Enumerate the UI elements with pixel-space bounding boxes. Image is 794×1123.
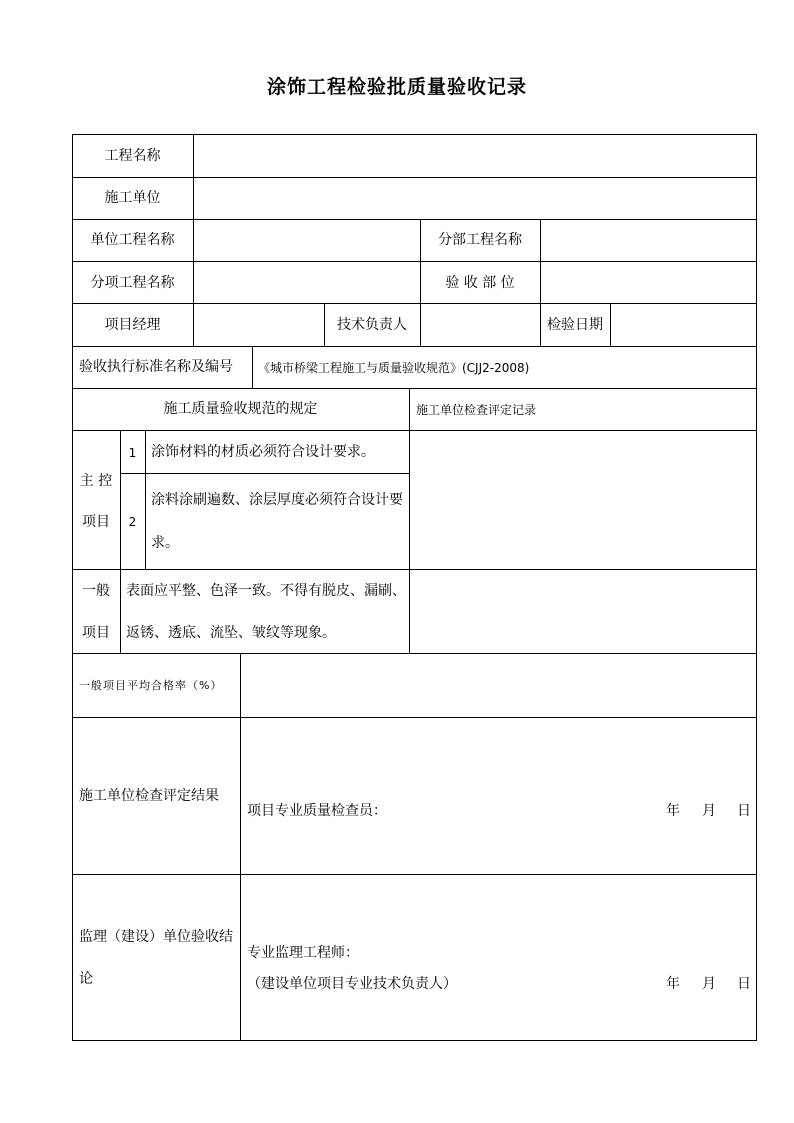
main-control-label-2: 项目	[82, 514, 110, 530]
general-item-text-cont: 返锈、透底、流坠、皱纹等现象。	[126, 625, 336, 641]
label-project-manager: 项目经理	[104, 317, 161, 333]
date-day: 日	[737, 803, 751, 819]
supervisor-label: 专业监理工程师：	[247, 945, 359, 961]
general-item-label: 一般	[82, 583, 110, 599]
standard-value: 《城市桥梁工程施工与质量验收规范》(CJJ2-2008)	[258, 361, 530, 375]
label-construction-unit: 施工单位	[104, 190, 161, 206]
label-project-name: 工程名称	[104, 148, 161, 164]
label-standard: 验收执行标准名称及编号	[79, 359, 233, 375]
date-year-2: 年	[666, 976, 680, 992]
item-1-number: 1	[128, 446, 137, 460]
label-acceptance-part: 验 收 部 位	[445, 275, 515, 291]
owner-lead-label: （建设单位项目专业技术负责人）	[247, 976, 457, 992]
general-item-text: 表面应平整、色泽一致。不得有脱皮、漏刷、	[126, 583, 406, 599]
item-1-text: 涂饰材料的材质必须符合设计要求。	[151, 444, 375, 460]
date-year: 年	[666, 803, 680, 819]
date-month-2: 月	[702, 976, 716, 992]
supervision-label: 监理（建设）单位验收结	[79, 929, 233, 945]
label-tech-lead: 技术负责人	[337, 317, 407, 333]
item-2-text: 涂料涂刷遍数、涂层厚度必须符合设计要	[151, 492, 403, 508]
label-sub-project-name: 分部工程名称	[438, 232, 522, 248]
label-inspection-date: 检验日期	[547, 317, 603, 333]
label-item-project-name: 分项工程名称	[90, 275, 175, 291]
date-day-2: 日	[737, 976, 751, 992]
general-item-label-2: 项目	[82, 625, 110, 641]
spec-header: 施工质量验收规范的规定	[163, 401, 318, 417]
record-header: 施工单位检查评定记录	[416, 403, 537, 417]
item-2-number: 2	[128, 515, 137, 529]
qc-inspector-label: 项目专业质量检查员：	[247, 803, 387, 819]
pass-rate-label: 一般项目平均合格率（%）	[79, 679, 223, 692]
label-unit-project-name: 单位工程名称	[90, 232, 175, 248]
check-result-label: 施工单位检查评定结果	[79, 788, 219, 804]
item-2-text-cont: 求。	[151, 535, 179, 551]
page-title: 涂饰工程检验批质量验收记录	[266, 76, 527, 98]
date-month: 月	[702, 803, 716, 819]
main-control-label: 主 控	[79, 473, 113, 489]
supervision-label-cont: 论	[79, 971, 93, 987]
